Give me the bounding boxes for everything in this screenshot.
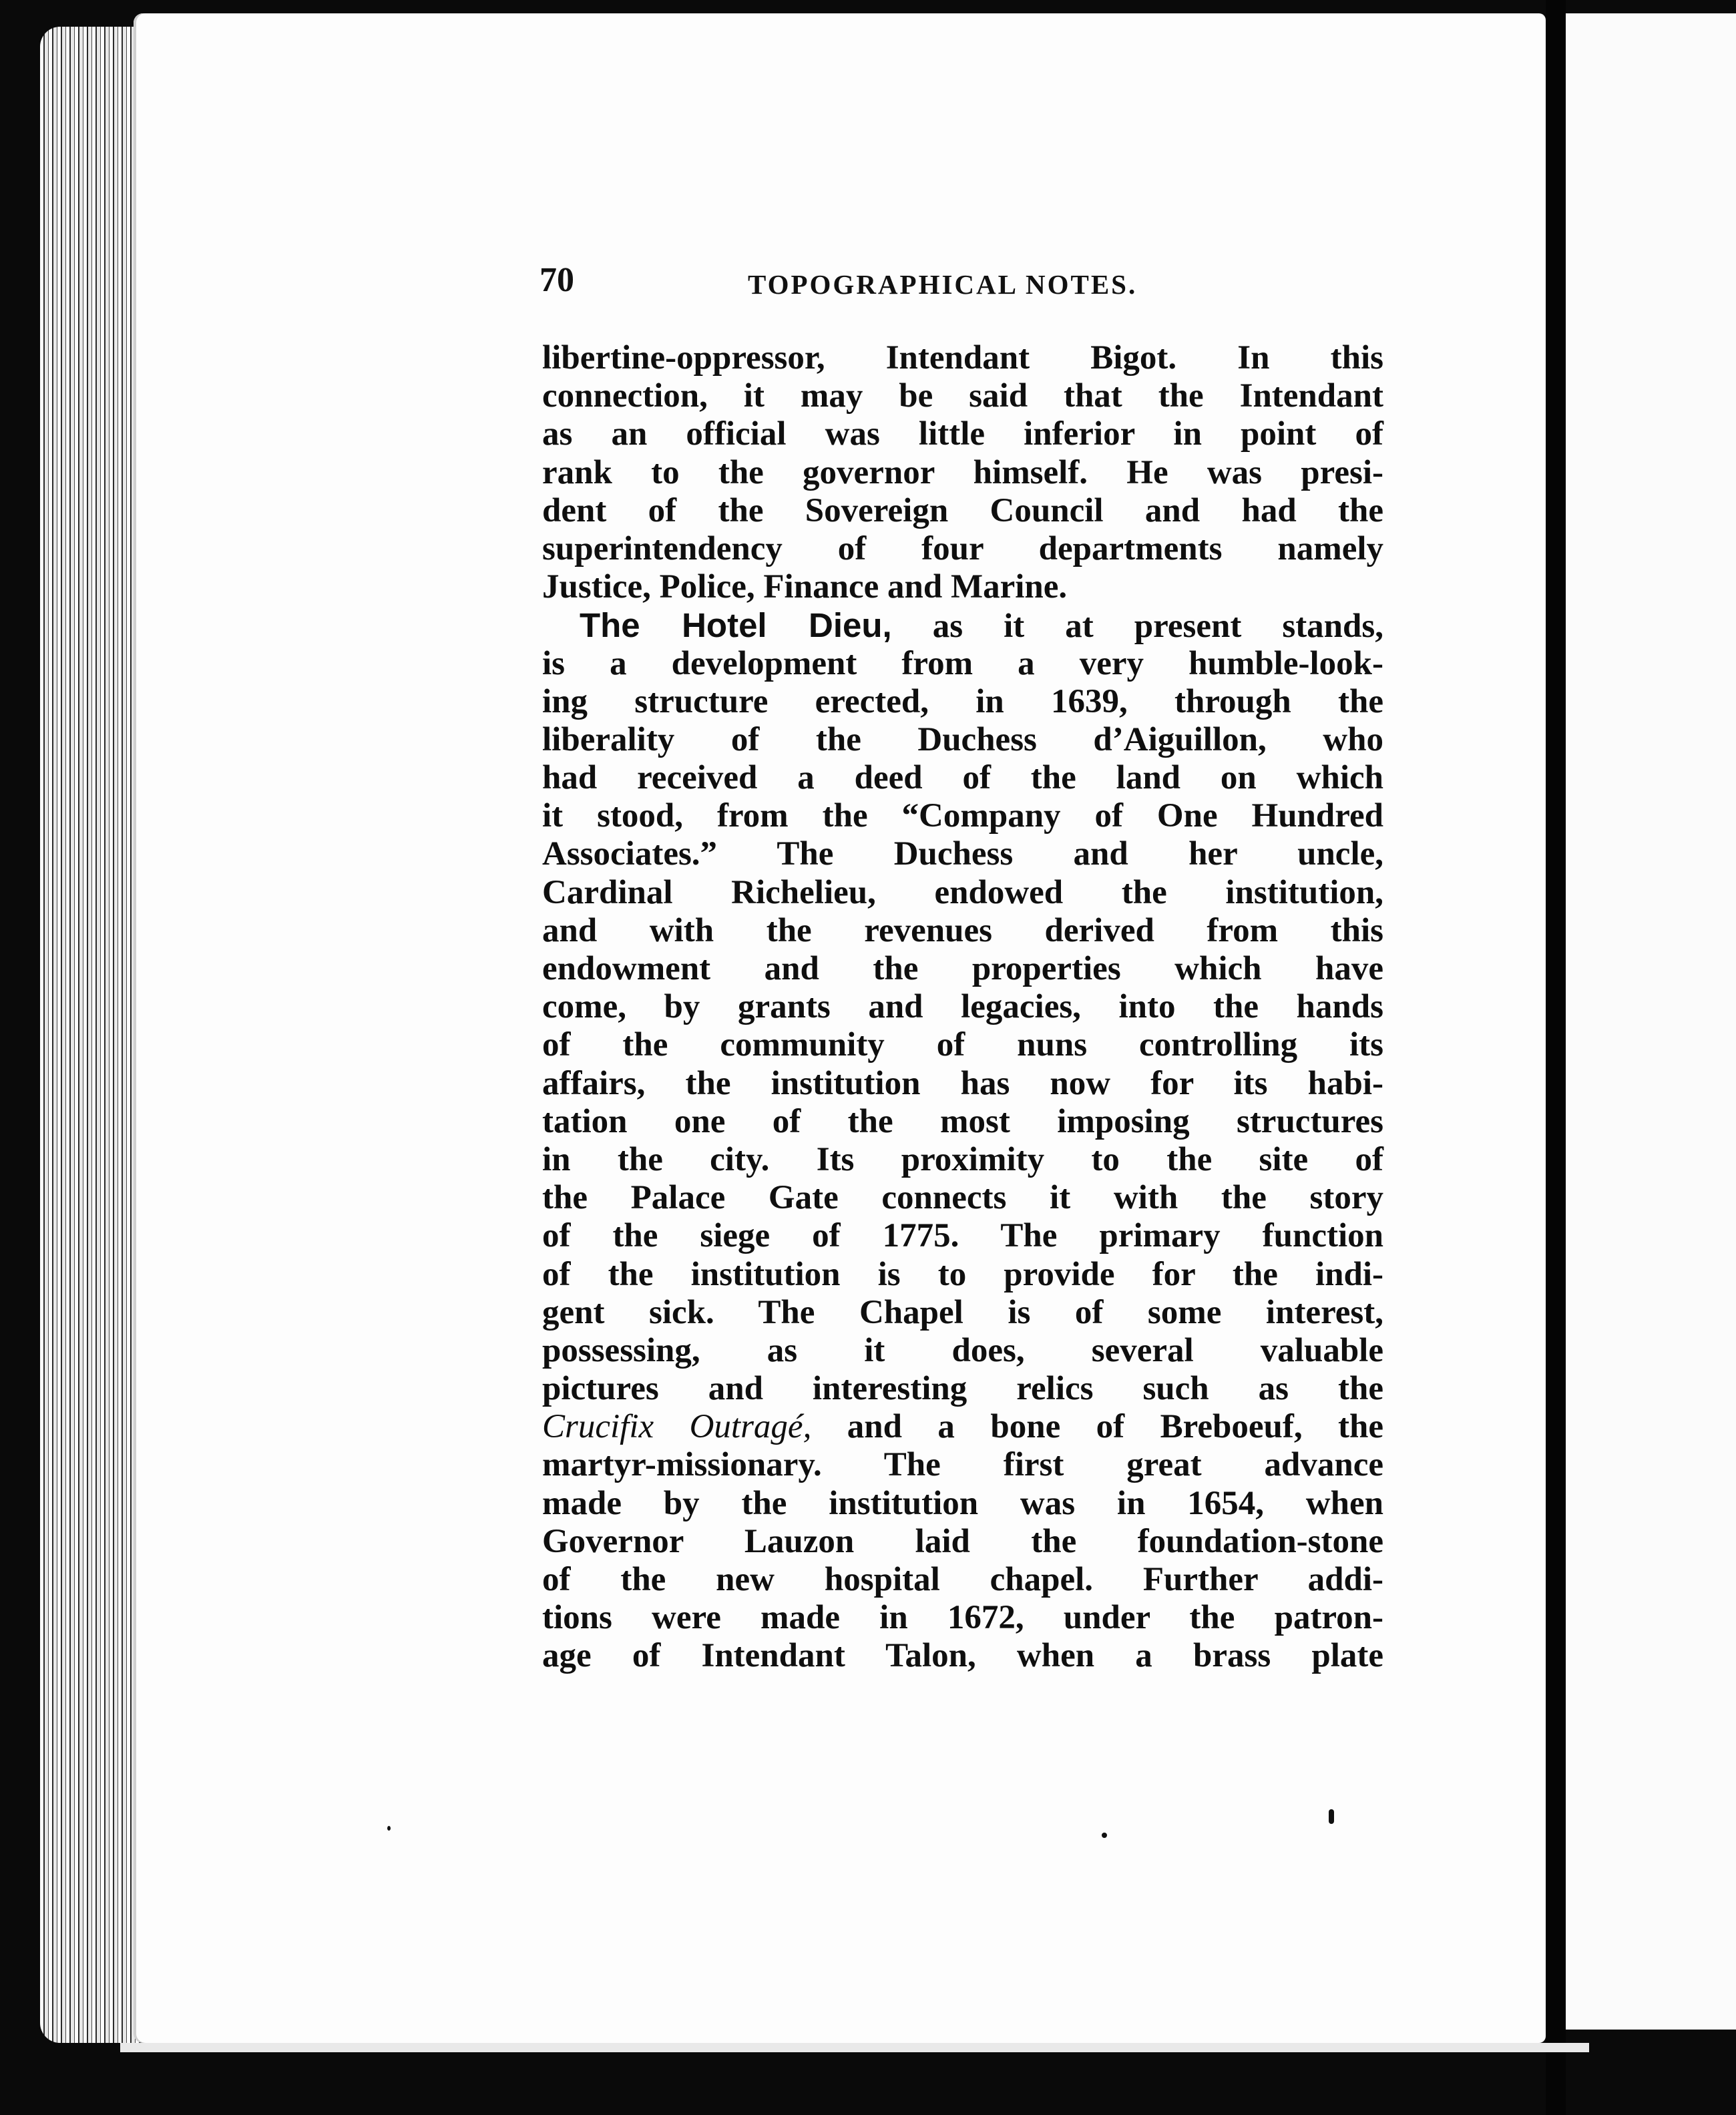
text-line: libertine-oppressor, Intendant Bigot. In this xyxy=(542,339,1383,377)
text-line: it stood, from the “Company of One Hundred xyxy=(542,797,1383,835)
text-line: Cardinal Richelieu, endowed the institution, xyxy=(542,873,1383,911)
text-line: in the city. Its proximity to the site of xyxy=(542,1140,1383,1178)
text-line: and with the revenues derived from this xyxy=(542,911,1383,949)
paragraph-1 xyxy=(542,339,1383,606)
text-line: of the siege of 1775. The primary function xyxy=(542,1217,1383,1255)
text-line: is a development from a very humble-look- xyxy=(542,644,1383,682)
text-line: endowment and the properties which have xyxy=(542,950,1383,987)
facing-page xyxy=(1566,13,1736,2030)
text-line: tation one of the most imposing structures xyxy=(542,1102,1383,1140)
text-line: gent sick. The Chapel is of some interest, xyxy=(542,1293,1383,1331)
page-number: 70 xyxy=(539,261,574,299)
text-line: Justice, Police, Finance and Marine. xyxy=(542,568,1068,606)
text-line-rest: and a bone of Breboeuf, the xyxy=(811,1408,1383,1446)
text-line: Governor Lauzon laid the foundation-stone xyxy=(542,1522,1383,1560)
text-line: affairs, the institution has now for its habi- xyxy=(542,1064,1383,1102)
text-line: as an official was little inferior in point of xyxy=(542,415,1383,453)
page-header xyxy=(539,257,1374,304)
text-line: tions were made in 1672, under the patron- xyxy=(542,1599,1383,1637)
body-text xyxy=(542,339,1383,1676)
text-line: the Palace Gate connects it with the story xyxy=(542,1179,1383,1217)
text-line: ing structure erected, in 1639, through the xyxy=(542,682,1383,720)
text-line: had received a deed of the land on which xyxy=(542,759,1383,797)
text-line: possessing, as it does, several valuable xyxy=(542,1331,1383,1369)
text-line xyxy=(542,1408,1383,1446)
text-line: connection, it may be said that the Intendant xyxy=(542,377,1383,415)
text-line: of the institution is to provide for the indi- xyxy=(542,1255,1383,1293)
ink-speck xyxy=(387,1826,391,1831)
text-line: martyr-missionary. The first great advance xyxy=(542,1446,1383,1484)
text-line xyxy=(542,606,1383,644)
ink-speck xyxy=(1329,1809,1334,1824)
section-lead-in: The Hotel Dieu, xyxy=(580,606,892,645)
text-line: come, by grants and legacies, into the hands xyxy=(542,988,1383,1026)
text-line: age of Intendant Talon, when a brass plate xyxy=(542,1637,1383,1675)
text-line: Associates.” The Duchess and her uncle, xyxy=(542,835,1383,873)
page-edge-stack xyxy=(40,27,140,2043)
book-gutter xyxy=(1546,0,1566,2115)
text-line: pictures and interesting relics such as the xyxy=(542,1370,1383,1408)
running-head: TOPOGRAPHICAL NOTES. xyxy=(748,269,1138,300)
text-line: of the new hospital chapel. Further addi- xyxy=(542,1561,1383,1598)
page-bottom-edge xyxy=(120,2043,1589,2052)
italic-term: Crucifix Outragé, xyxy=(542,1408,812,1446)
text-line: of the community of nuns controlling its xyxy=(542,1026,1383,1064)
ink-speck xyxy=(1102,1833,1107,1838)
text-line: liberality of the Duchess d’Aiguillon, who xyxy=(542,720,1383,758)
paragraph-2 xyxy=(542,606,1383,1675)
text-line: superintendency of four departments namely xyxy=(542,529,1383,567)
text-line: dent of the Sovereign Council and had the xyxy=(542,491,1383,529)
text-line-rest: as it at present stands, xyxy=(891,608,1383,646)
text-line: rank to the governor himself. He was presi- xyxy=(542,453,1383,491)
text-line: made by the institution was in 1654, when xyxy=(542,1484,1383,1522)
